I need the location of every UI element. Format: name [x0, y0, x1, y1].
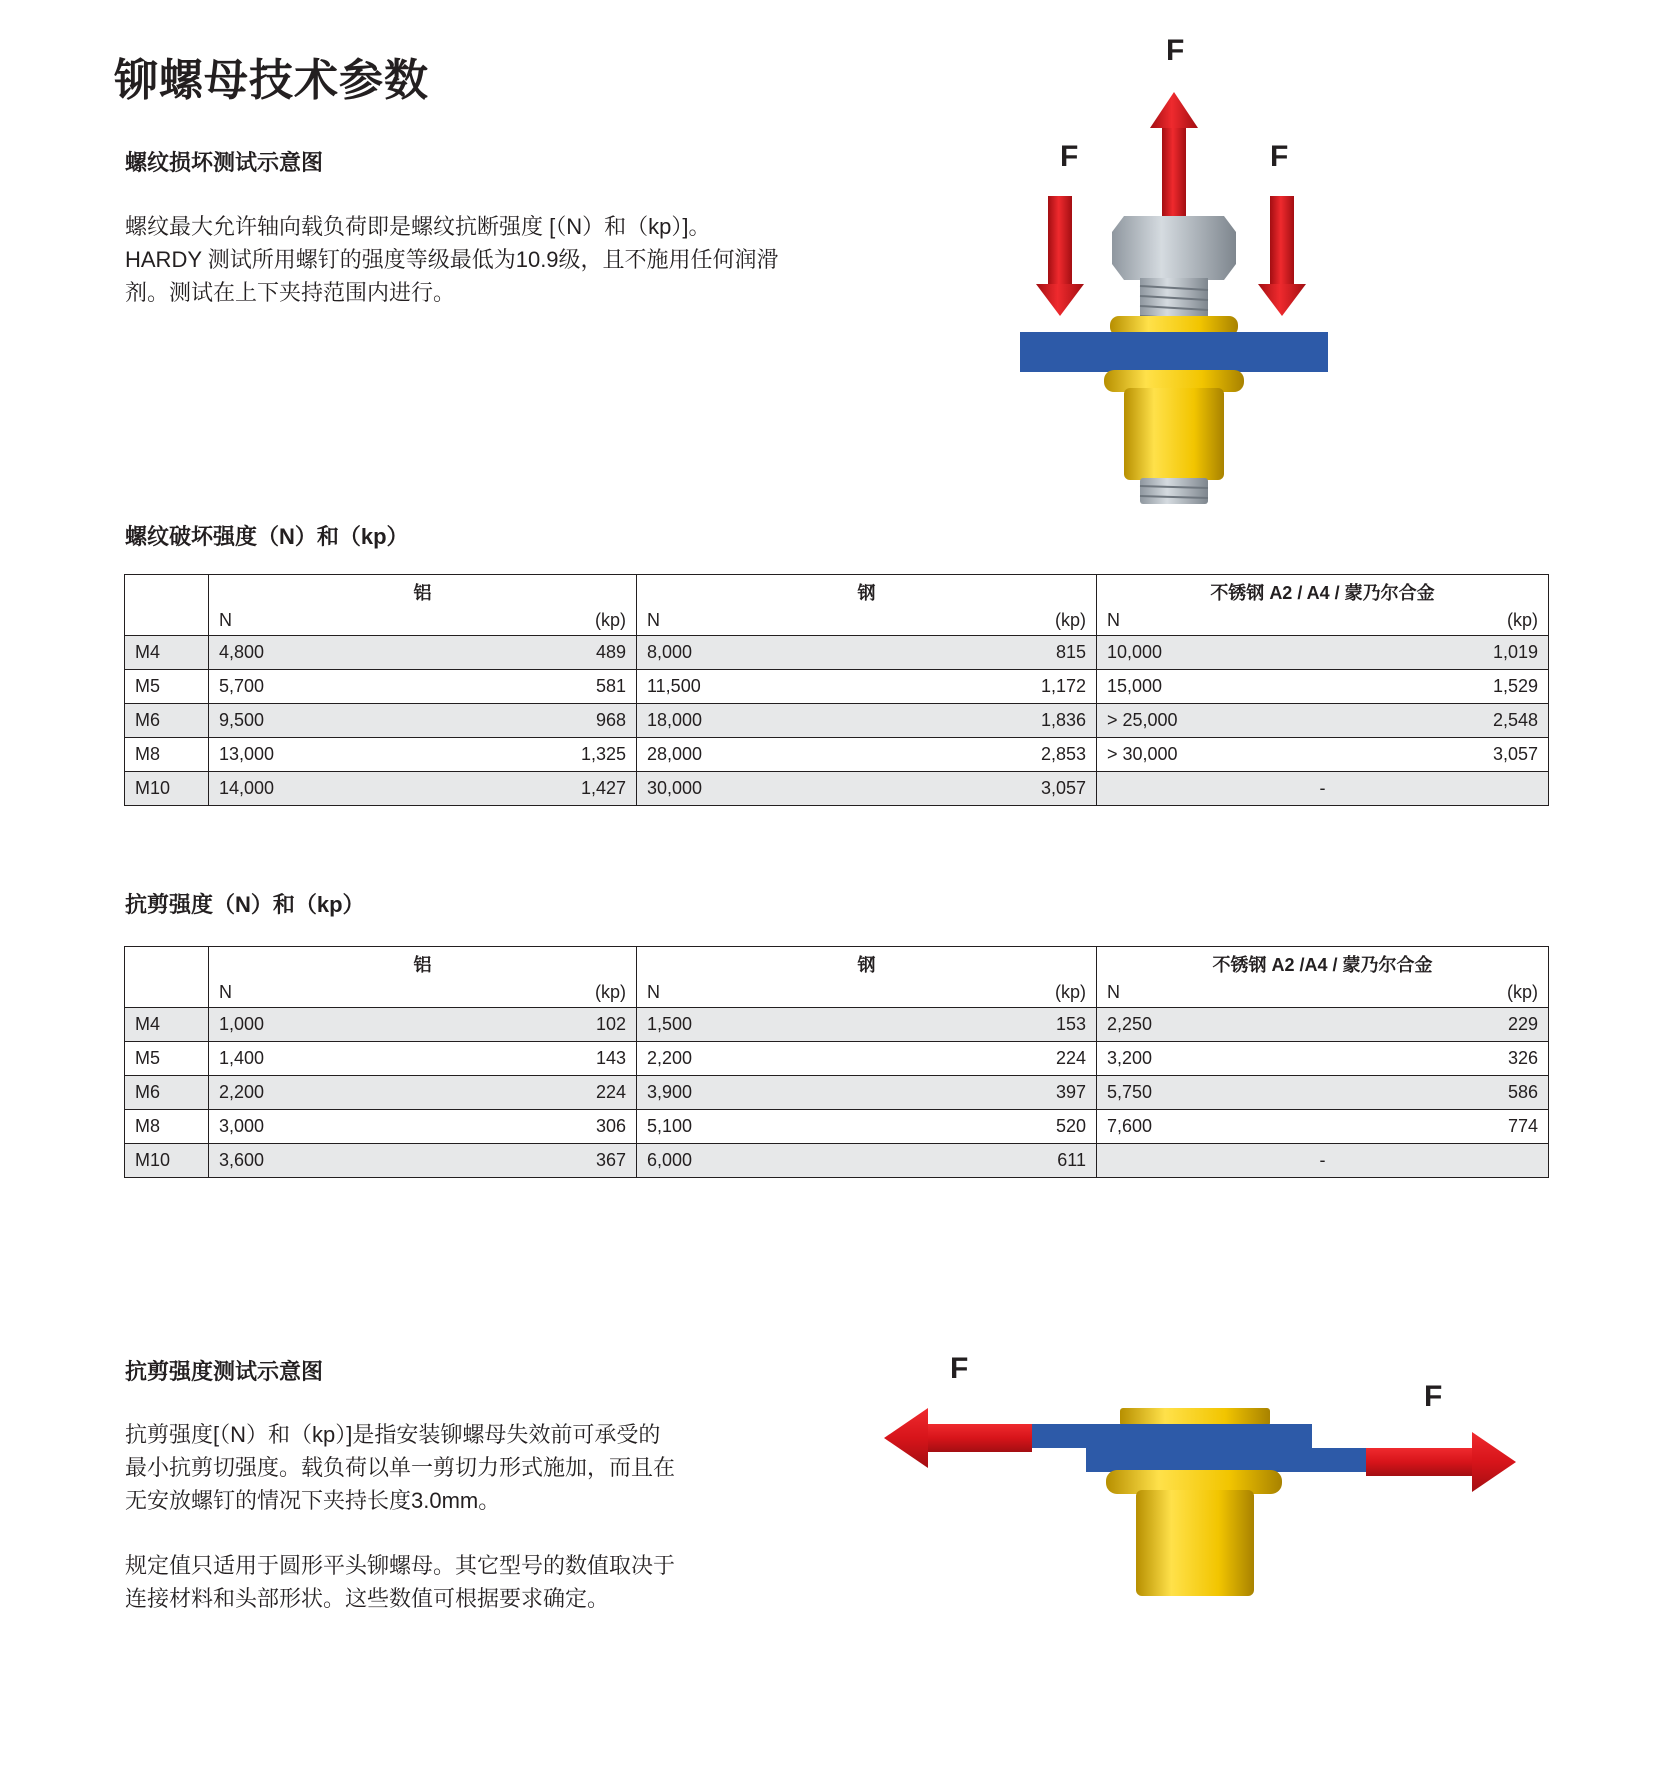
force-label-top: F: [1166, 34, 1185, 67]
shear-strength-table: 铝 钢 不锈钢 A2 /A4 / 蒙乃尔合金 N (kp) N (kp) N (kp) M4 1,000 102 1,500 153 2,250 229 M5 1,400 143 2,200 224 3,200 326 M6 2,200 224 3,900 397 5,750 586 M8 3,000 306 5,100 520 7,600 774 M10 3,600 367 6,000 611 -: [124, 946, 1549, 1178]
force-label-left: F: [950, 1352, 969, 1385]
shear-test-note: 规定值只适用于圆形平头铆螺母。其它型号的数值取决于 连接材料和头部形状。这些数值可根据要求确定。: [125, 1553, 676, 1611]
column-header-stainless: 不锈钢 A2 /A4 / 蒙乃尔合金: [1097, 947, 1549, 978]
thread-table-heading: 螺纹破坏强度（N）和（kp）: [125, 524, 409, 549]
table-row: M6 2,200 224 3,900 397 5,750 586: [125, 1076, 1549, 1110]
shear-test-diagram: [880, 1390, 1520, 1620]
table-row: M6 9,500 968 18,000 1,836 > 25,000 2,548: [125, 704, 1549, 738]
column-header-aluminium: 铝: [209, 575, 637, 606]
thread-test-diagram: [1000, 20, 1360, 510]
plate-icon: [1020, 332, 1328, 372]
rivet-nut-icon: [1106, 1470, 1282, 1596]
shear-test-text: 抗剪强度[（N）和（kp）]是指安装铆螺母失效前可承受的 最小抗剪切强度。载负荷以单一剪切力形式施加，而且在 无安放螺钉的情况下夹持长度3.0mm。: [125, 1422, 676, 1513]
right-arrow-icon: [1366, 1432, 1516, 1492]
force-label-right: F: [1424, 1380, 1443, 1413]
column-header-steel: 钢: [637, 575, 1097, 606]
table-row: M5 5,700 581 11,500 1,172 15,000 1,529: [125, 670, 1549, 704]
table-row: M4 1,000 102 1,500 153 2,250 229: [125, 1008, 1549, 1042]
table-row: M5 1,400 143 2,200 224 3,200 326: [125, 1042, 1549, 1076]
thread-test-text: 螺纹最大允许轴向载负荷即是螺纹抗断强度 [（N）和（kp）]。 HARDY 测试所用螺钉的强度等级最低为10.9级，且不施用任何润滑 剂。测试在上下夹持范围内进行。: [125, 214, 779, 305]
left-arrow-icon: [884, 1408, 1032, 1468]
thread-test-heading: 螺纹损坏测试示意图: [125, 150, 324, 175]
bolt-tail-icon: [1140, 478, 1208, 504]
table-row: M4 4,800 489 8,000 815 10,000 1,019: [125, 636, 1549, 670]
shear-table-heading: 抗剪强度（N）和（kp）: [125, 892, 365, 917]
table-row: M8 3,000 306 5,100 520 7,600 774: [125, 1110, 1549, 1144]
page-title: 铆螺母技术参数: [114, 56, 429, 105]
up-arrow-icon: [1150, 92, 1198, 235]
upper-plate-icon: [1030, 1424, 1312, 1448]
column-header-steel: 钢: [637, 947, 1097, 978]
table-row: M8 13,000 1,325 28,000 2,853 > 30,000 3,057: [125, 738, 1549, 772]
thread-strength-table: 铝 钢 不锈钢 A2 / A4 / 蒙乃尔合金 N (kp) N (kp) N (kp) M4 4,800 489 8,000 815 10,000 1,019 M5 5,700 581 11,500 1,172 15,000 1,529 M6 9,500 968 18,000 1,836 > 25,000 2,548 M8 13,000 1,325 28,000 2,853 > 30,000 3,057 M10 14,000 1,427 30,000 3,057 -: [124, 574, 1549, 806]
shear-test-heading: 抗剪强度测试示意图: [125, 1359, 324, 1384]
table-row: M10 3,600 367 6,000 611 -: [125, 1144, 1549, 1178]
down-arrow-left-icon: [1036, 196, 1084, 316]
force-label-left: F: [1060, 140, 1079, 173]
column-header-stainless: 不锈钢 A2 / A4 / 蒙乃尔合金: [1097, 575, 1549, 606]
force-label-right: F: [1270, 140, 1289, 173]
lower-plate-icon: [1086, 1448, 1368, 1472]
table-row: M10 14,000 1,427 30,000 3,057 -: [125, 772, 1549, 806]
nut-head-icon: [1120, 1408, 1270, 1426]
down-arrow-right-icon: [1258, 196, 1306, 316]
column-header-aluminium: 铝: [209, 947, 637, 978]
bolt-head-icon: [1112, 216, 1236, 280]
rivet-nut-icon: [1104, 370, 1244, 480]
